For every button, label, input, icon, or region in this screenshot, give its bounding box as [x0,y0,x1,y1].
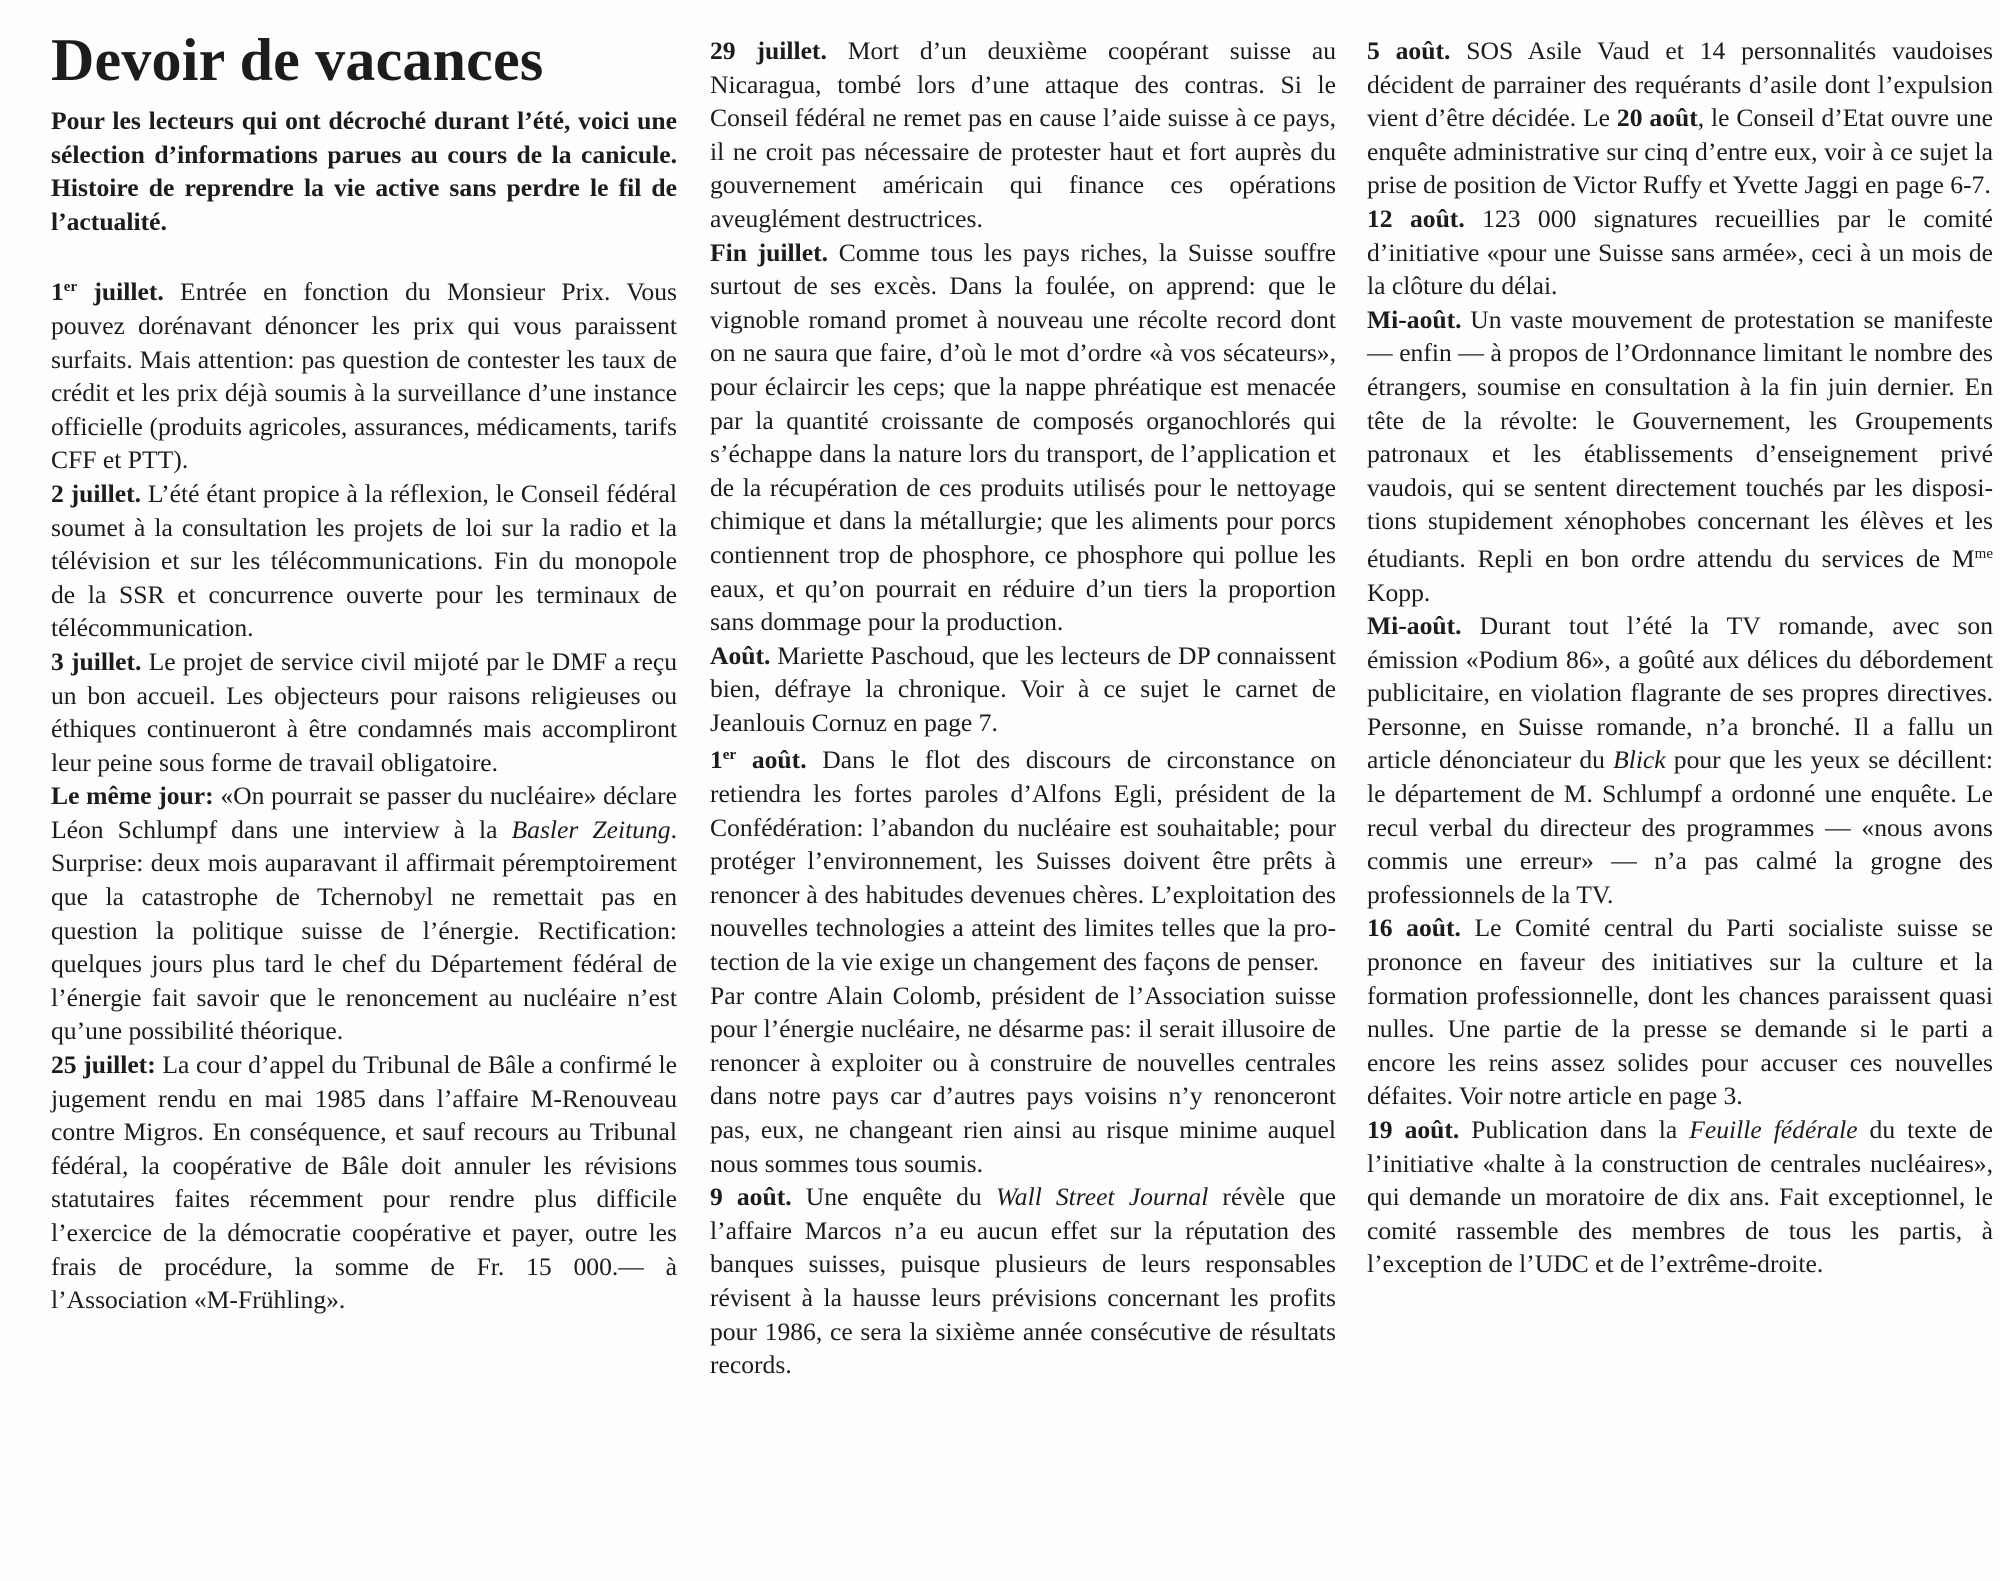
column-2 [710,34,1336,1382]
entry-1-aout: 1er août. Dans le flot des discours de circonstance on retiendra les fortes paroles d’Alfons Egli, président de la Confédération: l’abandon du nucléaire est souhaitable; pour protéger l’environnement, les Suisses doivent être prêts à renoncer à des habitudes devenues chères. L’exploitation des nouvelles technologies a atteint des limites telles que la protection de la vie exige un changement des façons de penser. [710,745,1336,977]
entry-fin-juillet: Fin juillet. Comme tous les pays riches, la Suisse souffre surtout de ses excès. Dans la foulée, on apprend: que le vignoble romand promet à nouveau une récolte record dont on ne saura que faire, d’où le mot d’ordre «à vos sécateurs», pour éclaircir les ceps; que la nappe phréatique est menacée par la quantité croissante de composés organochlorés qui s’échappe dans la nature lors du transport, de l’application et de la récupération de ces produits utilisés pour le nettoyage chimique et dans la métallurgie; que les aliments pour porcs contiennent trop de phosphore, ce phosphore qui pollue les eaux, et qu’on pourrait en réduire d’un tiers la proportion sans dommage pour la production. [710,237,1336,637]
entry-1-juillet: 1er juillet. Entrée en fonction du Monsieur Prix. Vous pouvez dorénavant dénoncer les prix qui vous paraissent surfaits. Mais attention: pas question de contester les taux de crédit et les prix déjà soumis à la surveillance d’une instance officielle (produits agricoles, assurances, médicaments, tarifs CFF et PTT). [51,277,677,475]
entry-5-aout: 5 août. SOS Asile Vaud et 14 personnalités vaudoises décident de parrainer des requérants d’asile dont l’expulsion vient d’être décidée. Le 20 août, le Conseil d’Etat ouvre une enquête administrative sur cinq d’entre eux, voir à ce sujet la prise de position de Victor Ruffy et Yvette Jaggi en page 6-7. [1367,36,1993,200]
entry-2-juillet: 2 juillet. L’été étant propice à la réflexion, le Conseil fédéral soumet à la consultation les projets de loi sur la radio et la télévision et sur les télécommunications. Fin du monopole de la SSR et concurrence ouverte pour les terminaux de télécommunication. [51,478,677,643]
entry-mi-aout-2: Mi-août. Durant tout l’été la TV romande, avec son émission «Podium 86», a goûté aux délices du débordement publicitaire, en violation flagrante de ses propres directives. Personne, en Suisse romande, n’a bronché. Il a fallu un article dénonciateur du Blick pour que les yeux se décillent: le département de M. Schlumpf a ordonné une enquête. Le recul verbal du directeur des programmes — «nous avons commis une erreur» — n’a pas calmé la grogne des professionnels de la TV. [1367,611,1993,909]
entry-29-juillet: 29 juillet. Mort d’un deuxième coopérant suisse au Nicaragua, tombé lors d’une attaque des contras. Si le Conseil fédéral ne remet pas en cause l’aide suisse à ce pays, il ne croit pas nécessaire de protester haut et fort auprès du gouvernement américain qui finance ces opérations aveuglément destructrices. [710,36,1336,233]
column-1 [51,28,677,1317]
entry-25-juillet: 25 juillet: La cour d’appel du Tribunal de Bâle a confirmé le jugement rendu en mai 1985 dans l’affaire M-Renouveau contre Migros. En conséquence, et sauf recours au Tribunal fédéral, la coopérative de Bâle doit annuler les révisions statutaires faites récemment pour rendre plus difficile l’exercice de la démocratie coopérative et payer, outre les frais de procédure, la somme de Fr. 15 000.— à l’Association «M-Frühling». [51,1050,677,1315]
entry-le-meme-jour: Le même jour: «On pourrait se passer du nucléaire» déclare Léon Schlumpf dans une interview à la Basler Zeitung. Surprise: deux mois auparavant il affirmait péremptoirement que la catastrophe de Tchernobyl ne remettait pas en question la politique suisse de l’énergie. Rectification: quelques jours plus tard le chef du Département fédéral de l’énergie fait savoir que le renoncement au nucléaire n’est qu’une possibilité théorique. [51,781,677,1046]
article-lede: Pour les lecteurs qui ont décroché durant l’été, voici une sélection d’informations parues au cours de la canicule. Histoire de reprendre la vie active sans perdre le fil de l’actualité. [51,106,677,236]
entry-16-aout: 16 août. Le Comité central du Parti socialiste suisse se prononce en faveur des initiatives sur la culture et la formation professionnelle, dont les chances paraissent quasi nulles. Une partie de la presse se demande si le parti a encore les reins assez solides pour accuser ces nouvelles défaites. Voir notre article en page 3. [1367,913,1993,1111]
entry-mi-aout-1: Mi-août. Un vaste mouvement de protestation se manifeste — enfin — à propos de l’Ordonnance limitant le nombre des étrangers, soumise en consultation à la fin juin dernier. En tête de la révolte: le Gouvernement, les Groupements patronaux et les établissements d’enseignement privé vaudois, qui se sentent directement touchés par les dispositions stupidement xénophobes concernant les élèves et les étudiants. Repli en bon ordre attendu du services de $M^{me}$ Kopp. [1367,304,1993,607]
entry-3-juillet: 3 juillet. Le projet de service civil mijoté par le DMF a reçu un bon accueil. Les objecteurs pour raisons religieuses ou éthiques continueront à être condamnés mais accompliront leur peine sous forme de travail obligatoire. [51,646,677,777]
article-title: Devoir de vacances [51,27,544,93]
entry-19-aout: 19 août. Publication dans la Feuille fédérale du texte de l’initiative «halte à la construction de centrales nucléaires», qui demande un moratoire de dix ans. Fait exceptionnel, le comité rassemble des membres de tous les partis, à l’exception de l’UDC et de l’extrême-droite. [1367,1115,1993,1279]
entry-aout: Août. Mariette Paschoud, que les lecteurs de DP connaissent bien, défraye la chronique. Voir à ce sujet le carnet de Jeanlouis Cornuz en page 7. [710,640,1336,737]
entry-par-contre: Par contre Alain Colomb, président de l’Association suisse pour l’énergie nucléaire, ne désarme pas: il serait illusoire de renoncer à exploiter ou à construire de nouvelles centrales dans notre pays car d’autres pays voisins n’y renonceront pas, eux, ne changeant rien ainsi au risque minime auquel nous sommes tous soumis. [710,980,1336,1178]
column-3 [1367,34,1993,1281]
entry-12-aout: 12 août. 123 000 signatures recueillies par le comité d’initiative «pour une Suisse sans armée», ceci à un mois de la clôture du délai. [1367,203,1993,301]
entry-9-aout: 9 août. Une enquête du Wall Street Journal révèle que l’affaire Marcos n’a eu aucun effet sur la réputation des banques suisses, puisque plusieurs de leurs responsables révisent à la hausse leurs prévisions concernant les profits pour 1986, ce sera la sixième année consécutive de résultats records. [710,1182,1336,1380]
